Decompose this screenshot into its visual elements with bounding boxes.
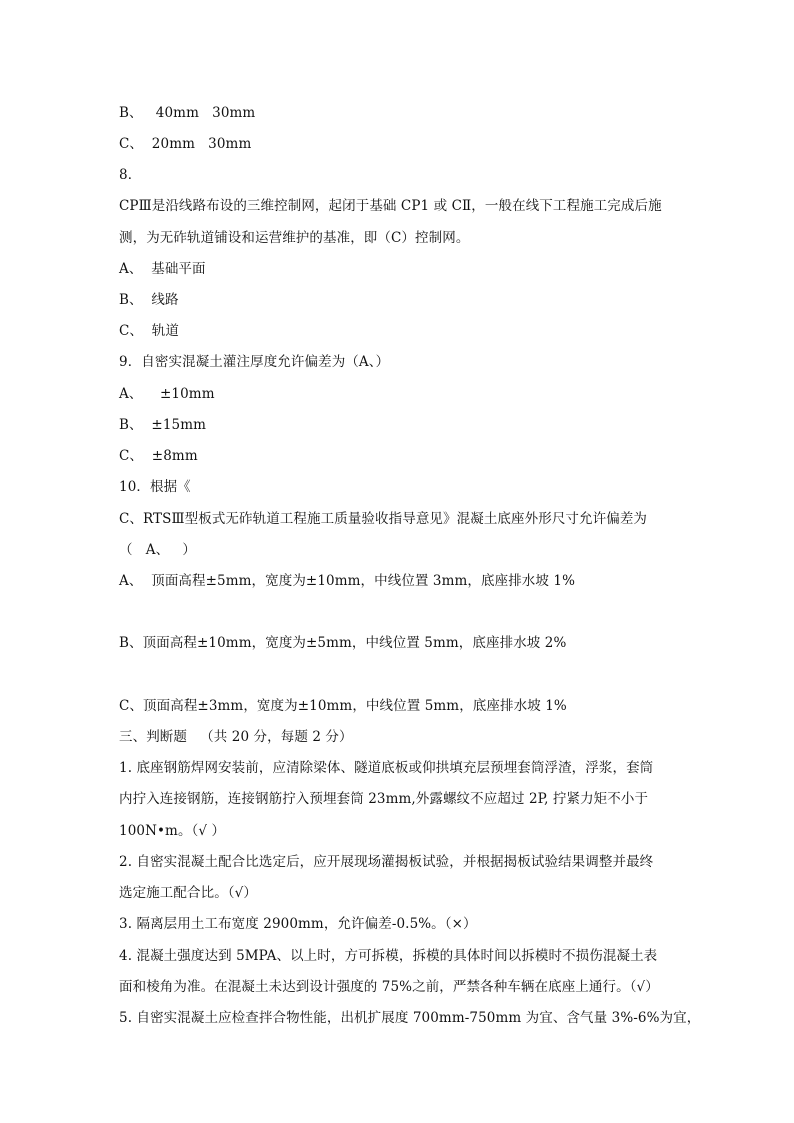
judgment-3: 3. 隔离层用土工布宽度 2900mm，允许偏差-0.5%。（×） <box>119 916 477 932</box>
judgment-1-line-2: 内拧入连接钢筋，连接钢筋拧入预埋套筒 23mm,外露螺纹不应超过 2P, 拧紧力矩不小于 <box>119 791 649 807</box>
option-c-q8: C、 轨道 <box>119 323 180 339</box>
judgment-2-line-2: 选定施工配合比。（√） <box>119 885 257 901</box>
judgment-1-line-1: 1. 底座钢筋焊网安装前，应清除梁体、隧道底板或仰拱填充层预埋套筒浮渣，浮浆，套筒 <box>119 760 654 776</box>
option-a-q10: A、 顶面高程±5mm，宽度为±10mm，中线位置 3mm，底座排水坡 1% <box>119 573 576 589</box>
question-10-text-line-2: C、RTSⅢ型板式无砟轨道工程施工质量验收指导意见》混凝土底座外形尺寸允许偏差为 <box>119 511 648 527</box>
judgment-4-line-1: 4. 混凝土强度达到 5MPA、以上时，方可拆模，拆模的具体时间以拆模时不损伤混凝土表 <box>119 948 658 964</box>
judgment-1-line-3: 100N•m。（√ ） <box>119 823 226 839</box>
question-8-number: 8． <box>119 167 142 183</box>
question-9-text: 9．自密实混凝土灌注厚度允许偏差为（A、） <box>119 354 390 370</box>
question-10-answer: （ A、 ） <box>119 542 196 558</box>
section-3-heading: 三、判断题 （共 20 分，每题 2 分） <box>119 729 353 745</box>
option-b-q9: B、 ±15mm <box>119 417 206 433</box>
question-8-text-line-2: 测，为无砟轨道铺设和运营维护的基准，即（C）控制网。 <box>119 230 470 246</box>
judgment-2-line-1: 2. 自密实混凝土配合比选定后，应开展现场灌揭板试验，并根据揭板试验结果调整并最终 <box>119 854 654 870</box>
judgment-4-line-2: 面和棱角为准。在混凝土未达到设计强度的 75%之前，严禁各种车辆在底座上通行。（√） <box>119 979 659 995</box>
option-c-q9: C、 ±8mm <box>119 448 198 464</box>
judgment-5-line-1: 5. 自密实混凝土应检查拌合物性能，出机扩展度 700mm-750mm 为宜、含气量 3%-6%为宜， <box>119 1010 701 1026</box>
question-10-text-line-1: 10．根据《 <box>119 479 191 495</box>
option-c-q7: C、 20mm 30mm <box>119 136 252 152</box>
option-b-q8: B、 线路 <box>119 292 179 308</box>
question-8-text-line-1: CPⅢ是沿线路布设的三维控制网，起闭于基础 CP1 或 CⅡ，一般在线下工程施工完成后施 <box>119 198 662 214</box>
option-c-q10: C、顶面高程±3mm，宽度为±10mm，中线位置 5mm，底座排水坡 1% <box>119 698 567 714</box>
option-a-q8: A、 基础平面 <box>119 261 206 277</box>
option-a-q9: A、 ±10mm <box>119 386 215 402</box>
option-b-q10: B、顶面高程±10mm，宽度为±5mm，中线位置 5mm，底座排水坡 2% <box>119 635 567 651</box>
option-b-q7: B、 40mm 30mm <box>119 105 256 121</box>
